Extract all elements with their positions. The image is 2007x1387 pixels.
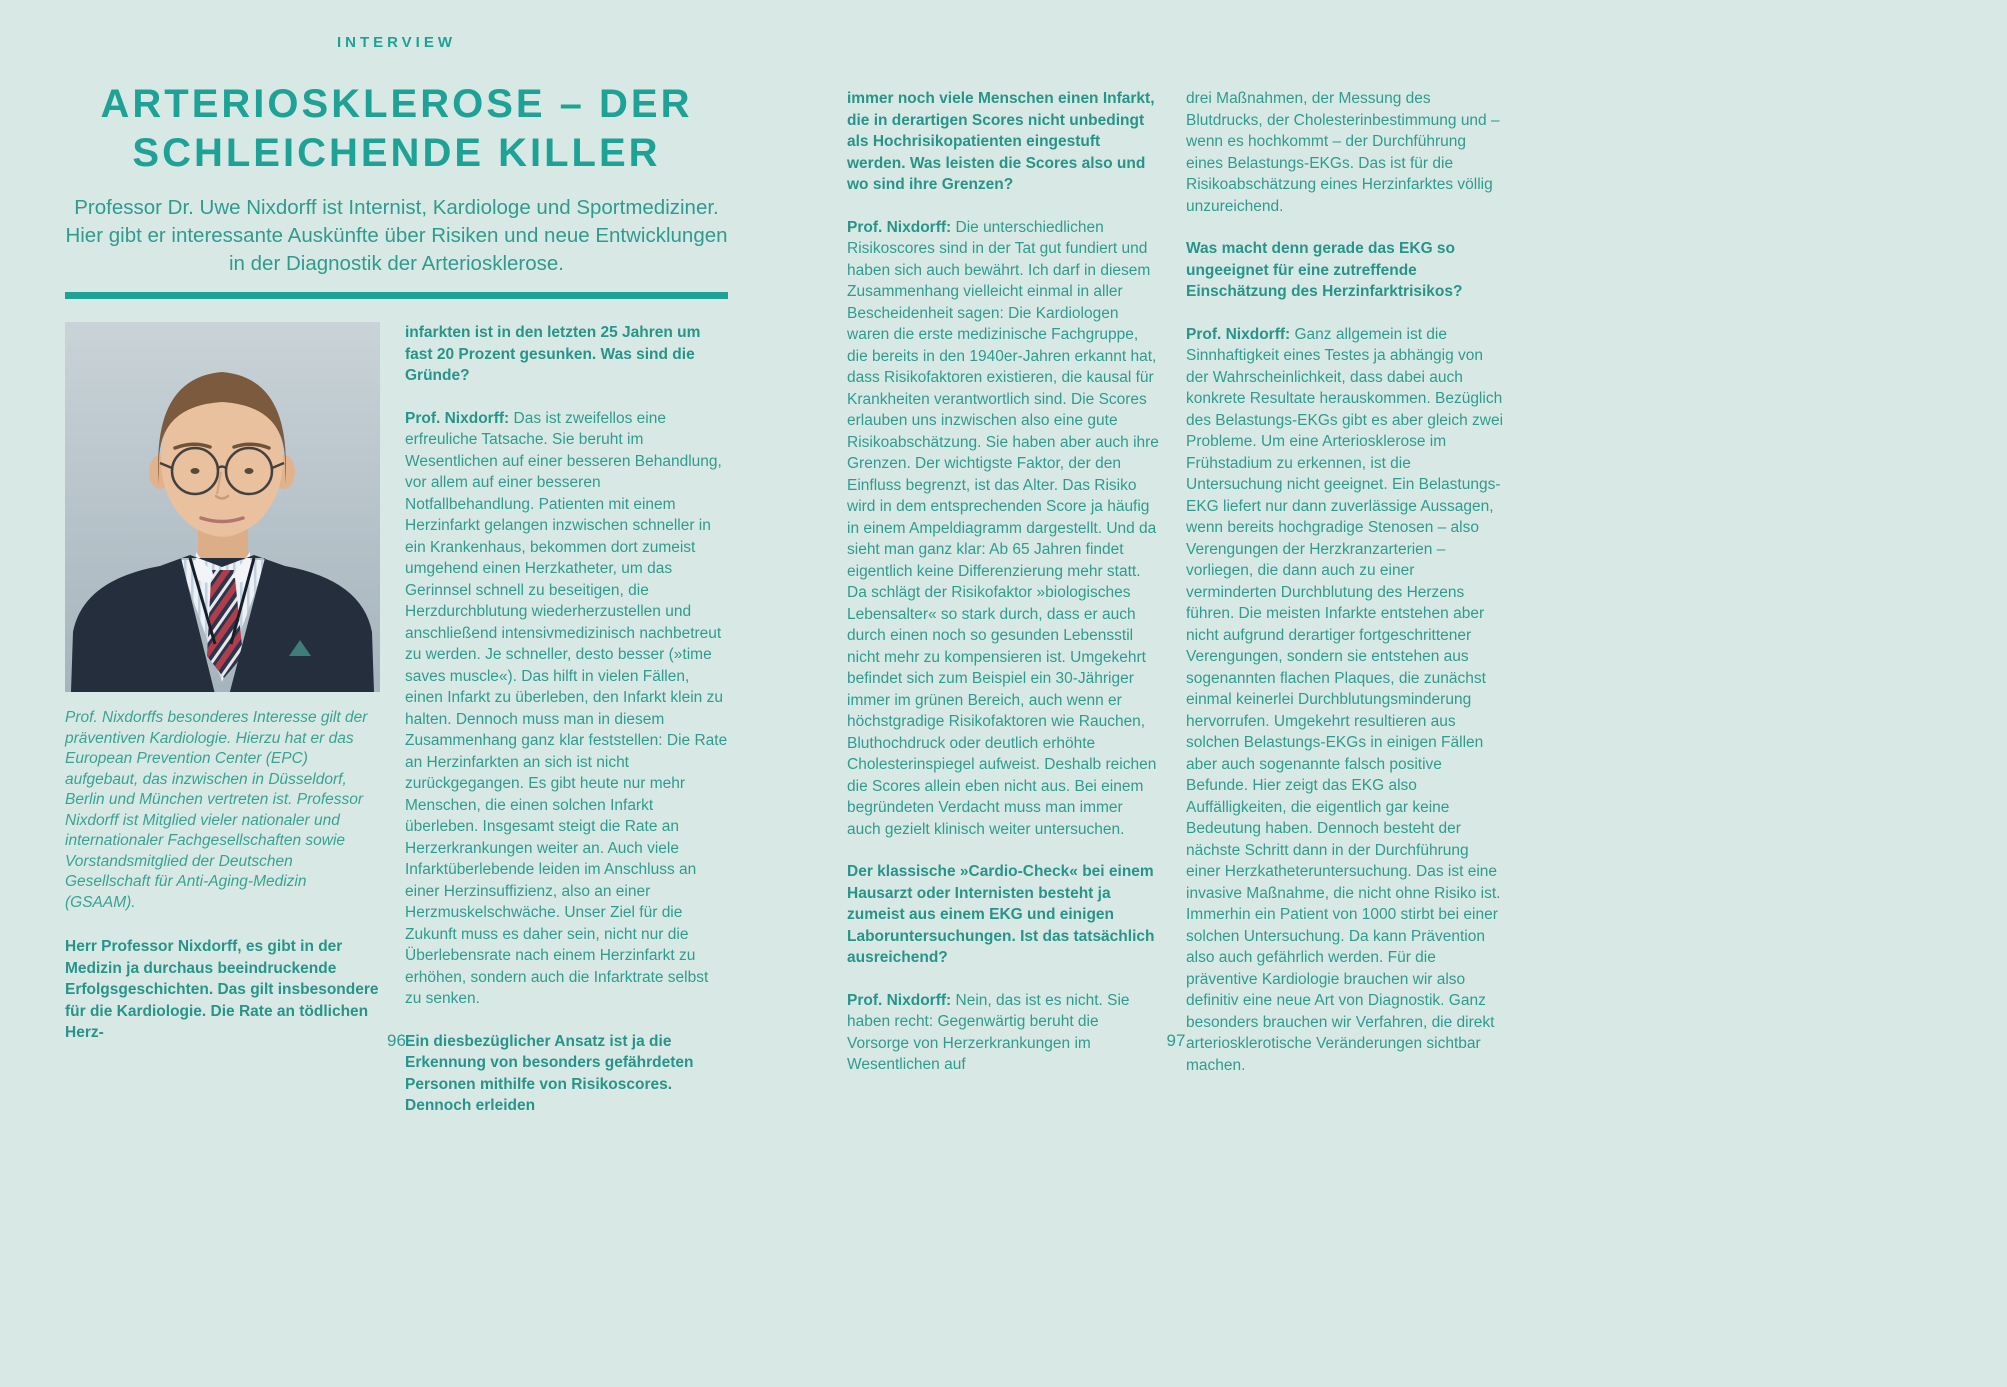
answer-text: Ganz allgemein ist die Sinnhaftigkeit eines Testes ja abhängig von der Wahrscheinlichkeit, dass dabei auch konkrete Resultate herauskommen. Bezüglich des Belastungs-EKGs gibt es aber gleich zwei Probleme. Um eine Arteriosklerose im Frühstadium zu erkennen, ist die Untersuchung nicht geeignet. Ein Belastungs-EKG liefert nur dann zuverlässige Aussagen, wenn bereits hochgradige Stenosen – also Verengungen der Herzkranzarterien – vorliegen, die dann auch zu einer verminderten Durchblutung des Herzens führen. Die meisten Infarkte entstehen aber nicht aufgrund derartiger fortgeschrittener Verengungen, sondern sie entstehen aus sogenannten flachen Plaques, die zunächst einmal keinerlei Durchblutungsminderung hervorrufen. Umgekehrt resultieren aus solchen Belastungs-EKGs in einigen Fällen aber auch sogenannte falsch positive Befunde. Hier zeigt das EKG also Auffälligkeiten, die eigentlich gar keine Bedeutung haben. Dennoch besteht der nächste Schritt dann in der Durchführung einer Herzkatheteruntersuchung. Das ist eine invasive Maßnahme, die nicht ohne Risiko ist. Immerhin ein Patient von 1000 stirbt bei einer solchen Untersuchung. Da kann Prävention also auch gefährlich werden. Für die präventive Kardiologie brauchen wir also definitiv eine neue Art von Diagnostik. Ganz besonders brauchen wir Verfahren, die direkt arteriosklerotische Veränderungen sichtbar machen. — [1186, 325, 1504, 1074]
interview-question-4: Was macht denn gerade das EKG so ungeeignet für eine zutreffende Einschätzung des Herzinfarktrisikos? — [1186, 240, 1463, 300]
photo-caption: Prof. Nixdorffs besonderes Interesse gilt der präventiven Kardiologie. Hierzu hat er das European Prevention Center (EPC) aufgebaut, das inzwischen in Düsseldorf, Berlin und München vertreten ist. Professor Nixdorff ist Mitglied vieler nationaler und internationaler Fachgesellschaften sowie Vorstandsmitglied der Deutschen Gesellschaft für Anti-Aging-Medizin (GSAAM). — [65, 709, 368, 911]
answer-text: Das ist zweifellos eine erfreuliche Tatsache. Sie beruht im Wesentlichen auf einer besseren Behandlung, vor allem auf einer besseren Notfallbehandlung. Patienten mit einem Herzinfarkt gelangen inzwischen schneller in ein Krankenhaus, bekommen dort zumeist umgehend einen Herzkatheter, um das Gerinnsel schnell zu beseitigen, die Herzdurchblutung wiederherzustellen und anschließend intensivmedizinisch nachbetreut zu werden. Je schneller, desto besser (»time saves muscle«). Das hilft in vielen Fällen, einen Infarkt zu überleben, den Infarkt klein zu halten. Dennoch muss man in diesem Zusammenhang ganz klar feststellen: Die Rate an Herzinfarkten an sich ist nicht zurückgegangen. Es gibt heute nur mehr Menschen, die einen solchen Infarkt überleben. Insgesamt steigt die Rate an Herzerkrankungen weiter an. Auch viele Infarktüberlebende leiden im Anschluss an einer Herzinsuffizienz, also an einer Herzmuskelschwäche. Unser Ziel für die Zukunft muss es daher sein, nicht nur die Überlebensrate nach einem Herzinfarkt zu erhöhen, sondern auch die Infarktrate selbst zu senken. — [405, 409, 728, 1007]
column-3 — [847, 88, 1160, 1076]
article-title-line2: SCHLEICHENDE KILLER — [132, 131, 661, 175]
column-4 — [1186, 88, 1506, 1076]
speaker-label: Prof. Nixdorff: — [847, 991, 952, 1009]
answer-text: Nein, das ist es nicht. Sie haben recht: Gegenwärtig beruht die Vorsorge von Herzerkrankungen im Wesentlichen auf — [847, 991, 1130, 1073]
answer-text: Die unterschiedlichen Risikoscores sind in der Tat gut fundiert und haben sich auch bewährt. Ich darf in diesem Zusammenhang vielleicht einmal in aller Bescheidenheit sagen: Die Kardiologen waren die erste medizinische Fachgruppe, die bereits in den 1940er-Jahren erkannt hat, dass Risikofaktoren existieren, die kausal für Krankheiten verantwortlich sind. Die Scores erlauben uns inzwischen also eine gute Risikoabschätzung. Sie haben aber auch ihre Grenzen. Der wichtigste Faktor, der den Einfluss begrenzt, ist das Alter. Das Risiko wird in dem entsprechenden Score ja häufig in einem Ampeldiagramm dargestellt. Und da sieht man ganz klar: Ab 65 Jahren findet eigentlich keine Differenzierung mehr statt. Da schlägt der Risikofaktor »biologisches Lebensalter« so stark durch, dass er auch durch einen noch so gesunden Lebensstil nicht mehr zu kompensieren ist. Umgekehrt befindet sich zum Beispiel ein 30-Jähriger immer im grünen Bereich, auch wenn er höchstgradige Risikofaktoren wie Rauchen, Bluthochdruck oder deutlich erhöhte Cholesterinspiegel aufweist. Deshalb reichen die Scores allein eben nicht aus. Bei einem begründeten Verdacht muss man immer auch gezielt klinisch weiter untersuchen. — [847, 218, 1159, 838]
interview-answer-4 — [1186, 324, 1506, 1077]
interview-question-1-continued: infarkten ist in den letzten 25 Jahren um fast 20 Prozent gesunken. Was sind die Gründe? — [405, 324, 701, 384]
interview-question-2: Ein diesbezüglicher Ansatz ist ja die Erkennung von besonders gefährdeten Personen mithilfe von Risikoscores. Dennoch erleiden — [405, 1032, 694, 1114]
speaker-label: Prof. Nixdorff: — [405, 409, 510, 427]
speaker-label: Prof. Nixdorff: — [847, 218, 952, 236]
interview-question-1: Herr Professor Nixdorff, es gibt in der Medizin ja durchaus beeindruckende Erfolgsgeschichten. Das gilt insbesondere für die Kardiologie. Die Rate an tödlichen Herz- — [65, 938, 379, 1041]
column-2 — [405, 322, 728, 1117]
divider-rule — [65, 292, 728, 299]
interview-answer-1 — [405, 408, 728, 1010]
article-subtitle: Professor Dr. Uwe Nixdorff ist Internist, Kardiologe und Sportmediziner. Hier gibt er interessante Auskünfte über Risiken und neue Entwicklungen in der Diagnostik der Arteriosklerose. — [65, 196, 728, 275]
portrait-photo — [65, 322, 380, 692]
page-number-right: 97 — [1166, 1031, 1186, 1050]
interview-answer-3-continued: drei Maßnahmen, der Messung des Blutdrucks, der Cholesterinbestimmung und – wenn es hochkommt – der Durchführung eines Belastungs-EKGs. Das ist für die Risikoabschätzung eines Herzinfarktes völlig unzureichend. — [1186, 90, 1500, 215]
interview-answer-2 — [847, 217, 1160, 841]
interview-question-2-continued: immer noch viele Menschen einen Infarkt, die in derartigen Scores nicht unbedingt als Hochrisikopatienten eingestuft werden. Was leisten die Scores also und wo sind ihre Grenzen? — [847, 90, 1155, 193]
column-1 — [65, 322, 380, 1044]
person-portrait-illustration — [65, 322, 380, 692]
article-title — [45, 80, 748, 178]
article-title-line1: ARTERIOSKLEROSE – DER — [100, 82, 693, 126]
kicker: INTERVIEW — [336, 34, 457, 51]
interview-question-3: Der klassische »Cardio-Check« bei einem Hausarzt oder Internisten besteht ja zumeist aus einem EKG und einigen Laboruntersuchungen. Ist das tatsächlich ausreichend? — [847, 863, 1155, 966]
speaker-label: Prof. Nixdorff: — [1186, 325, 1291, 343]
page-number-left: 96 — [387, 1031, 406, 1050]
